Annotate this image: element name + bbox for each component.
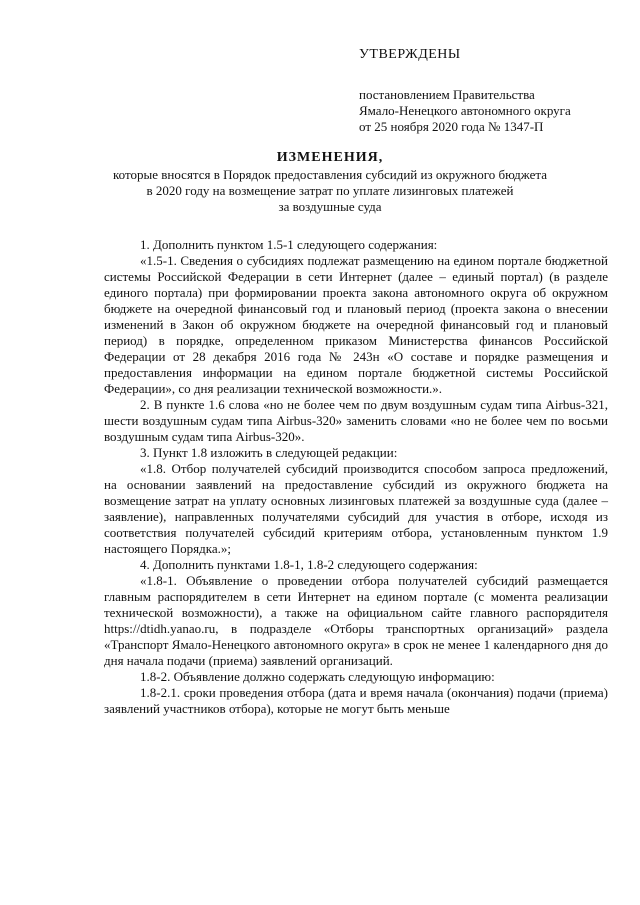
- paragraph-3: 2. В пункте 1.6 слова «но не более чем по двум воздушным судам типа Airbus-321, шести воздушным судам типа Airbus-320» заменить словами «но не более чем по восьми воздушным судам типа Airbus-320».: [104, 397, 608, 444]
- paragraph-4: 3. Пункт 1.8 изложить в следующей редакции:: [140, 445, 398, 460]
- title-line-2: в 2020 году на возмещение затрат по уплате лизинговых платежей: [146, 183, 514, 198]
- paragraph-2: «1.5-1. Сведения о субсидиях подлежат размещению на едином портале бюджетной системы Российской Федерации в сети Интернет (далее – единый портал) (в разделе единого портала) при формировании проекта закона автономного округа об окружном бюджете на очередной финансовый год и плановый период (проекта закона о внесении изменений в Закон об окружном бюджете на очередной финансовый год и плановый период) в порядке, определенном приказом Министерства финансов Российской Федерации от 28 декабря 2016 года № 243н «О составе и порядке размещения и предоставления информации на едином портале бюджетной системы Российской Федерации», со дня реализации технической возможности.».: [104, 253, 608, 396]
- paragraph-5: «1.8. Отбор получателей субсидий производится способом запроса предложений, на основании заявлений на предоставление субсидий из окружного бюджета на возмещение затрат на уплату основных лизинговых платежей за воздушные суда (далее – заявление), направленных получателями субсидий для участия в отборе, исходя из соответствия получателей субсидий критериям отбора, установленным пунктом 1.9 настоящего Порядка.»;: [104, 461, 608, 556]
- paragraph-9: 1.8-2.1. сроки проведения отбора (дата и время начала (окончания) подачи (приема) заявлений участников отбора), которые не могут быть меньше: [104, 685, 608, 716]
- approval-line-2: Ямало-Ненецкого автономного округа: [359, 103, 571, 118]
- approval-stamp: [359, 47, 609, 135]
- paragraph-1: 1. Дополнить пунктом 1.5-1 следующего содержания:: [140, 237, 438, 252]
- paragraph-7: «1.8-1. Объявление о проведении отбора получателей субсидий размещается главным распорядителем в сети Интернет на едином портале (с момента реализации технической возможности), а также на официальном сайте главного распорядителя https://dtidh.yanao.ru, в подразделе «Отборы транспортных организаций» раздела «Транспорт Ямало-Ненецкого автономного округа» в срок не менее 1 календарного дня до дня начала подачи (приема) заявлений организаций.: [104, 573, 608, 668]
- document-body: [104, 237, 608, 717]
- title-line-3: за воздушные суда: [278, 199, 382, 214]
- approval-heading: УТВЕРЖДЕНЫ: [359, 47, 461, 62]
- paragraph-8: 1.8-2. Объявление должно содержать следующую информацию:: [140, 669, 495, 684]
- document-title: [80, 150, 580, 215]
- approval-line-3: от 25 ноября 2020 года № 1347-П: [359, 119, 544, 134]
- paragraph-6: 4. Дополнить пунктами 1.8-1, 1.8-2 следующего содержания:: [140, 557, 478, 572]
- title-heading: ИЗМЕНЕНИЯ,: [276, 150, 384, 165]
- title-line-1: которые вносятся в Порядок предоставления субсидий из окружного бюджета: [113, 167, 547, 182]
- approval-line-1: постановлением Правительства: [359, 87, 535, 102]
